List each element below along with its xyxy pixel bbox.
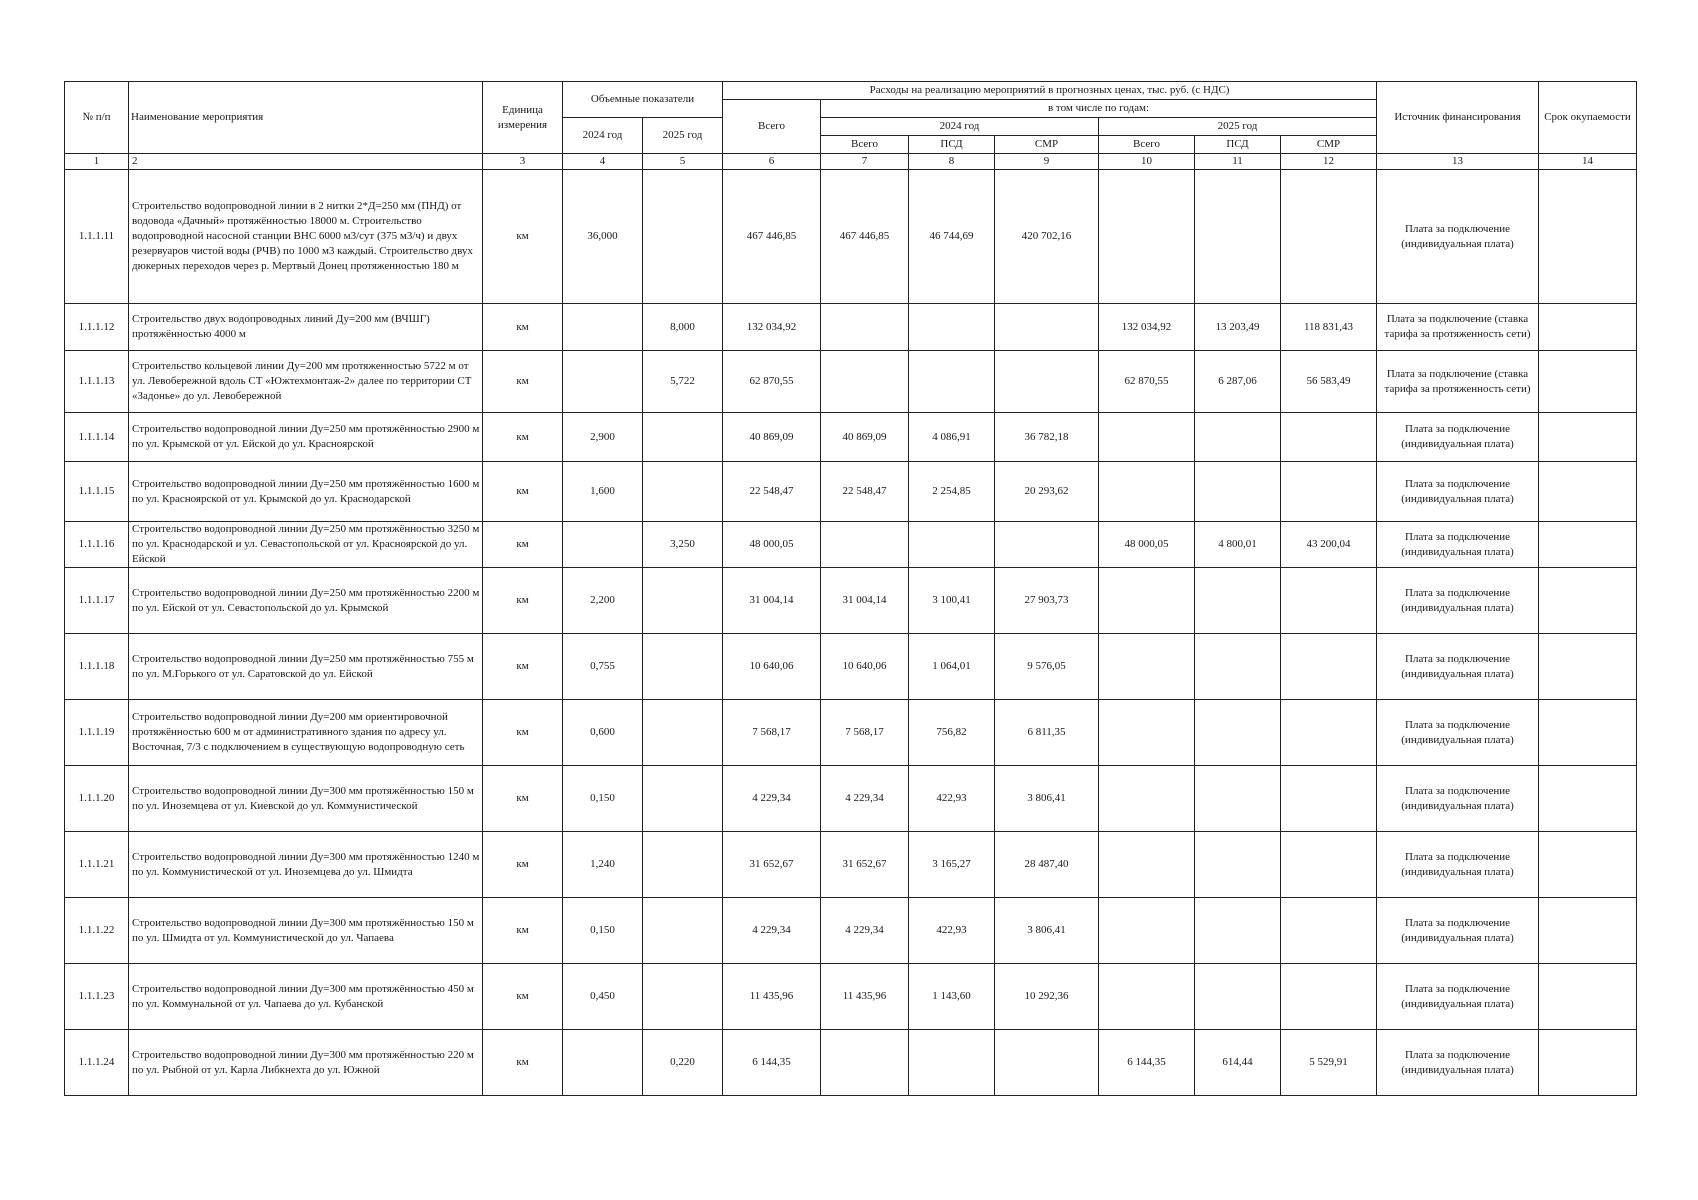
expenses-2025-total <box>1099 832 1195 898</box>
volume-2025: 5,722 <box>643 351 723 413</box>
table-row <box>65 522 1637 568</box>
table-row <box>65 964 1637 1030</box>
measure-name: Строительство водопроводной линии Ду=250 мм протяжённостью 2900 м по ул. Крымской от ул. Ейской до ул. Красноярской <box>129 413 483 462</box>
unit-cell: км <box>483 304 563 351</box>
expenses-2024-total: 31 004,14 <box>821 568 909 634</box>
expenses-total: 132 034,92 <box>723 304 821 351</box>
expenses-2024-total: 11 435,96 <box>821 964 909 1030</box>
volume-2025: 3,250 <box>643 522 723 568</box>
expenses-2025-psd <box>1195 898 1281 964</box>
expenses-2025-smr: 5 529,91 <box>1281 1030 1377 1096</box>
financing-source: Плата за подключение (индивидуальная плата) <box>1377 700 1539 766</box>
table-row <box>65 766 1637 832</box>
unit-cell: км <box>483 413 563 462</box>
measure-name: Строительство водопроводной линии Ду=300 мм протяжённостью 450 м по ул. Коммунальной от ул. Чапаева до ул. Кубанской <box>129 964 483 1030</box>
table-row <box>65 1030 1637 1096</box>
expenses-2024-smr: 28 487,40 <box>995 832 1099 898</box>
expenses-total: 4 229,34 <box>723 766 821 832</box>
expenses-2024-psd: 422,93 <box>909 766 995 832</box>
table-row <box>65 832 1637 898</box>
expenses-2025-psd: 614,44 <box>1195 1030 1281 1096</box>
volume-2024 <box>563 304 643 351</box>
payback-period <box>1539 766 1637 832</box>
volume-2025: 8,000 <box>643 304 723 351</box>
volume-2024: 0,150 <box>563 766 643 832</box>
volume-2024: 2,900 <box>563 413 643 462</box>
payback-period <box>1539 634 1637 700</box>
expenses-2025-smr <box>1281 832 1377 898</box>
header-2025-smr: СМР <box>1281 136 1377 154</box>
table-header <box>65 82 1637 170</box>
expenses-2025-smr: 43 200,04 <box>1281 522 1377 568</box>
volume-2024: 1,240 <box>563 832 643 898</box>
volume-2025 <box>643 170 723 304</box>
expenses-2024-psd <box>909 351 995 413</box>
volume-2024 <box>563 522 643 568</box>
expenses-2024-smr: 3 806,41 <box>995 898 1099 964</box>
header-year-2024: 2024 год <box>821 118 1099 136</box>
measure-name: Строительство водопроводной линии Ду=250 мм протяжённостью 755 м по ул. М.Горького от ул. Саратовской до ул. Ейской <box>129 634 483 700</box>
payback-period <box>1539 522 1637 568</box>
volume-2024: 0,755 <box>563 634 643 700</box>
column-number-row <box>65 154 1637 170</box>
expenses-2025-total <box>1099 634 1195 700</box>
expenses-2024-total <box>821 522 909 568</box>
financing-source: Плата за подключение (индивидуальная плата) <box>1377 766 1539 832</box>
expenses-2024-smr: 6 811,35 <box>995 700 1099 766</box>
expenses-2024-smr: 3 806,41 <box>995 766 1099 832</box>
volume-2024: 36,000 <box>563 170 643 304</box>
unit-cell: км <box>483 634 563 700</box>
expenses-2025-smr <box>1281 700 1377 766</box>
column-number: 10 <box>1099 154 1195 170</box>
financing-source: Плата за подключение (индивидуальная плата) <box>1377 832 1539 898</box>
payback-period <box>1539 170 1637 304</box>
column-number: 7 <box>821 154 909 170</box>
expenses-2024-psd <box>909 522 995 568</box>
column-number: 6 <box>723 154 821 170</box>
expenses-2025-total <box>1099 413 1195 462</box>
expenses-2024-total: 22 548,47 <box>821 462 909 522</box>
expenses-2025-total: 48 000,05 <box>1099 522 1195 568</box>
table-row <box>65 898 1637 964</box>
expenses-2025-total <box>1099 964 1195 1030</box>
measure-name: Строительство водопроводной линии Ду=250 мм протяжённостью 2200 м по ул. Ейской от ул. Севастопольской до ул. Крымской <box>129 568 483 634</box>
expenses-2024-smr: 9 576,05 <box>995 634 1099 700</box>
payback-period <box>1539 700 1637 766</box>
expenses-2024-smr <box>995 522 1099 568</box>
measure-name: Строительство водопроводной линии Ду=250 мм протяжённостью 3250 м по ул. Краснодарской и ул. Севастопольской от ул. Красноярской до ул. Ейской <box>129 522 483 568</box>
header-name: Наименование мероприятия <box>129 82 483 154</box>
header-2025-psd: ПСД <box>1195 136 1281 154</box>
expenses-2025-psd <box>1195 700 1281 766</box>
expenses-2025-psd: 13 203,49 <box>1195 304 1281 351</box>
payback-period <box>1539 351 1637 413</box>
table-row <box>65 413 1637 462</box>
expenses-2025-psd <box>1195 634 1281 700</box>
expenses-2025-smr: 118 831,43 <box>1281 304 1377 351</box>
row-number: 1.1.1.18 <box>65 634 129 700</box>
expenses-total: 31 004,14 <box>723 568 821 634</box>
financing-source: Плата за подключение (индивидуальная плата) <box>1377 1030 1539 1096</box>
measure-name: Строительство водопроводной линии Ду=250 мм протяжённостью 1600 м по ул. Красноярской от ул. Крымской до ул. Краснодарской <box>129 462 483 522</box>
header-num: № п/п <box>65 82 129 154</box>
volume-2025 <box>643 413 723 462</box>
unit-cell: км <box>483 568 563 634</box>
financing-source: Плата за подключение (индивидуальная плата) <box>1377 522 1539 568</box>
header-2025-total: Всего <box>1099 136 1195 154</box>
expenses-2024-smr: 10 292,36 <box>995 964 1099 1030</box>
header-total: Всего <box>723 100 821 154</box>
financing-source: Плата за подключение (индивидуальная плата) <box>1377 170 1539 304</box>
expenses-2025-total <box>1099 462 1195 522</box>
volume-2024: 1,600 <box>563 462 643 522</box>
volume-2025 <box>643 700 723 766</box>
column-number: 14 <box>1539 154 1637 170</box>
header-source: Источник финансирования <box>1377 82 1539 154</box>
expenses-2024-total: 4 229,34 <box>821 766 909 832</box>
volume-2025 <box>643 462 723 522</box>
header-2024-smr: СМР <box>995 136 1099 154</box>
row-number: 1.1.1.16 <box>65 522 129 568</box>
header-2024-psd: ПСД <box>909 136 995 154</box>
expenses-total: 31 652,67 <box>723 832 821 898</box>
expenses-2025-smr <box>1281 462 1377 522</box>
expenses-2024-total: 31 652,67 <box>821 832 909 898</box>
expenses-2025-smr <box>1281 898 1377 964</box>
expenses-2025-total: 6 144,35 <box>1099 1030 1195 1096</box>
payback-period <box>1539 832 1637 898</box>
financing-source: Плата за подключение (ставка тарифа за протяженность сети) <box>1377 304 1539 351</box>
expenses-2025-total <box>1099 700 1195 766</box>
measure-name: Строительство водопроводной линии Ду=300 мм протяжённостью 220 м по ул. Рыбной от ул. Карла Либкнехта до ул. Южной <box>129 1030 483 1096</box>
expenses-2024-psd: 1 064,01 <box>909 634 995 700</box>
expenses-2024-psd: 422,93 <box>909 898 995 964</box>
expenses-2025-total: 62 870,55 <box>1099 351 1195 413</box>
expenses-2024-psd: 3 165,27 <box>909 832 995 898</box>
financing-source: Плата за подключение (индивидуальная плата) <box>1377 462 1539 522</box>
row-number: 1.1.1.19 <box>65 700 129 766</box>
expenses-total: 6 144,35 <box>723 1030 821 1096</box>
column-number: 13 <box>1377 154 1539 170</box>
payback-period <box>1539 898 1637 964</box>
payback-period <box>1539 568 1637 634</box>
expenses-2024-total: 467 446,85 <box>821 170 909 304</box>
payback-period <box>1539 304 1637 351</box>
table-body <box>65 170 1637 1096</box>
column-number: 12 <box>1281 154 1377 170</box>
payback-period <box>1539 1030 1637 1096</box>
expenses-2025-smr <box>1281 413 1377 462</box>
unit-cell: км <box>483 964 563 1030</box>
unit-cell: км <box>483 522 563 568</box>
expenses-total: 467 446,85 <box>723 170 821 304</box>
table-row <box>65 462 1637 522</box>
column-number: 1 <box>65 154 129 170</box>
table-row <box>65 170 1637 304</box>
expenses-2024-total: 7 568,17 <box>821 700 909 766</box>
expenses-2024-smr <box>995 1030 1099 1096</box>
expenses-total: 4 229,34 <box>723 898 821 964</box>
column-number: 3 <box>483 154 563 170</box>
volume-2024: 0,600 <box>563 700 643 766</box>
expenses-2025-smr <box>1281 766 1377 832</box>
financing-source: Плата за подключение (индивидуальная плата) <box>1377 634 1539 700</box>
expenses-total: 62 870,55 <box>723 351 821 413</box>
expenses-2024-smr: 20 293,62 <box>995 462 1099 522</box>
expenses-2025-smr <box>1281 568 1377 634</box>
row-number: 1.1.1.11 <box>65 170 129 304</box>
expenses-total: 48 000,05 <box>723 522 821 568</box>
header-expenses: Расходы на реализацию мероприятий в прогнозных ценах, тыс. руб. (с НДС) <box>723 82 1377 100</box>
expenses-2025-psd <box>1195 832 1281 898</box>
row-number: 1.1.1.14 <box>65 413 129 462</box>
column-number: 9 <box>995 154 1099 170</box>
payback-period <box>1539 964 1637 1030</box>
unit-cell: км <box>483 832 563 898</box>
volume-2025 <box>643 766 723 832</box>
volume-2025 <box>643 832 723 898</box>
row-number: 1.1.1.17 <box>65 568 129 634</box>
expenses-2025-psd <box>1195 462 1281 522</box>
unit-cell: км <box>483 351 563 413</box>
expenses-2025-psd <box>1195 568 1281 634</box>
volume-2024 <box>563 351 643 413</box>
expenses-total: 22 548,47 <box>723 462 821 522</box>
expenses-2025-psd: 4 800,01 <box>1195 522 1281 568</box>
expenses-2024-smr: 27 903,73 <box>995 568 1099 634</box>
header-vol-2024: 2024 год <box>563 118 643 154</box>
unit-cell: км <box>483 766 563 832</box>
expenses-2024-total: 40 869,09 <box>821 413 909 462</box>
header-vol-2025: 2025 год <box>643 118 723 154</box>
expenses-2025-total: 132 034,92 <box>1099 304 1195 351</box>
expenses-2024-smr: 36 782,18 <box>995 413 1099 462</box>
unit-cell: км <box>483 1030 563 1096</box>
expenses-2024-smr: 420 702,16 <box>995 170 1099 304</box>
volume-2024 <box>563 1030 643 1096</box>
expenses-2024-psd: 756,82 <box>909 700 995 766</box>
expenses-total: 10 640,06 <box>723 634 821 700</box>
expenses-2024-total <box>821 351 909 413</box>
volume-2025 <box>643 568 723 634</box>
header-volume: Объемные показатели <box>563 82 723 118</box>
table-row <box>65 351 1637 413</box>
unit-cell: км <box>483 170 563 304</box>
measure-name-text: Строительство водопроводной линии Ду=200 мм ориентировочной протяжённостью 600 м от административного здания по адресу ул. Восточная, 7/3 с подключением в существующую водопроводную сеть <box>132 711 465 753</box>
expenses-2025-total <box>1099 766 1195 832</box>
column-number: 11 <box>1195 154 1281 170</box>
expenses-2024-total: 10 640,06 <box>821 634 909 700</box>
volume-2025 <box>643 898 723 964</box>
expenses-2025-psd: 6 287,06 <box>1195 351 1281 413</box>
measure-name: Строительство водопроводной линии Ду=300 мм протяжённостью 150 м по ул. Шмидта от ул. Коммунистической до ул. Чапаева <box>129 898 483 964</box>
expenses-2025-total <box>1099 898 1195 964</box>
header-incl-years: в том числе по годам: <box>821 100 1377 118</box>
row-number: 1.1.1.23 <box>65 964 129 1030</box>
unit-cell: км <box>483 462 563 522</box>
row-number: 1.1.1.20 <box>65 766 129 832</box>
expenses-total: 7 568,17 <box>723 700 821 766</box>
measure-name: Строительство двух водопроводных линий Ду=200 мм (ВЧШГ) протяжённостью 4000 м <box>129 304 483 351</box>
expenses-2024-smr <box>995 351 1099 413</box>
expenses-total: 11 435,96 <box>723 964 821 1030</box>
expenses-2024-psd: 3 100,41 <box>909 568 995 634</box>
row-number: 1.1.1.24 <box>65 1030 129 1096</box>
expenses-2025-smr <box>1281 170 1377 304</box>
measure-name <box>129 700 483 766</box>
expenses-2025-psd <box>1195 766 1281 832</box>
row-number: 1.1.1.22 <box>65 898 129 964</box>
expenses-2025-smr <box>1281 964 1377 1030</box>
header-year-2025: 2025 год <box>1099 118 1377 136</box>
table-row <box>65 568 1637 634</box>
payback-period <box>1539 413 1637 462</box>
expenses-2024-total <box>821 1030 909 1096</box>
column-number: 5 <box>643 154 723 170</box>
unit-cell: км <box>483 700 563 766</box>
column-number: 2 <box>129 154 483 170</box>
row-number: 1.1.1.13 <box>65 351 129 413</box>
financing-source: Плата за подключение (индивидуальная плата) <box>1377 413 1539 462</box>
investment-program-table-sheet <box>64 81 1636 1096</box>
column-number: 8 <box>909 154 995 170</box>
expenses-2024-total: 4 229,34 <box>821 898 909 964</box>
financing-source: Плата за подключение (ставка тарифа за протяженность сети) <box>1377 351 1539 413</box>
volume-2024: 0,450 <box>563 964 643 1030</box>
expenses-2025-smr <box>1281 634 1377 700</box>
table-row <box>65 700 1637 766</box>
row-number: 1.1.1.21 <box>65 832 129 898</box>
expenses-2024-total <box>821 304 909 351</box>
header-payback: Срок окупаемости <box>1539 82 1637 154</box>
financing-source: Плата за подключение (индивидуальная плата) <box>1377 898 1539 964</box>
volume-2024: 2,200 <box>563 568 643 634</box>
expenses-2025-psd <box>1195 413 1281 462</box>
expenses-2024-psd: 2 254,85 <box>909 462 995 522</box>
volume-2025 <box>643 634 723 700</box>
expenses-2025-psd <box>1195 964 1281 1030</box>
expenses-2024-psd: 46 744,69 <box>909 170 995 304</box>
measure-name: Строительство водопроводной линии Ду=300 мм протяжённостью 150 м по ул. Иноземцева от ул. Киевской до ул. Коммунистической <box>129 766 483 832</box>
financing-source: Плата за подключение (индивидуальная плата) <box>1377 568 1539 634</box>
unit-cell: км <box>483 898 563 964</box>
expenses-2025-smr: 56 583,49 <box>1281 351 1377 413</box>
measure-name: Строительство водопроводной линии в 2 нитки 2*Д=250 мм (ПНД) от водовода «Дачный» протяжённостью 18000 м. Строительство водопроводной насосной станции ВНС 6000 м3/сут (375 м3/ч) и двух резервуаров чистой воды (РЧВ) по 1000 м3 каждый. Строительство двух дюкерных переходов через р. Мертвый Донец протяженностью 180 м <box>129 170 483 304</box>
measure-name: Строительство водопроводной линии Ду=300 мм протяжённостью 1240 м по ул. Коммунистической от ул. Иноземцева до ул. Шмидта <box>129 832 483 898</box>
volume-2024: 0,150 <box>563 898 643 964</box>
header-unit: Единица измерения <box>483 82 563 154</box>
measure-name: Строительство кольцевой линии Ду=200 мм протяженностью 5722 м от ул. Левобережной вдоль СТ «Южтехмонтаж-2» далее по территории СТ «Задонье» до ул. Левобережной <box>129 351 483 413</box>
row-number: 1.1.1.12 <box>65 304 129 351</box>
expenses-2024-psd: 1 143,60 <box>909 964 995 1030</box>
column-number: 4 <box>563 154 643 170</box>
expenses-2025-psd <box>1195 170 1281 304</box>
row-number: 1.1.1.15 <box>65 462 129 522</box>
expenses-2025-total <box>1099 568 1195 634</box>
expenses-2024-psd <box>909 1030 995 1096</box>
header-2024-total: Всего <box>821 136 909 154</box>
expenses-2024-psd <box>909 304 995 351</box>
volume-2025 <box>643 964 723 1030</box>
payback-period <box>1539 462 1637 522</box>
expenses-2024-smr <box>995 304 1099 351</box>
expenses-2024-psd: 4 086,91 <box>909 413 995 462</box>
financing-source: Плата за подключение (индивидуальная плата) <box>1377 964 1539 1030</box>
volume-2025: 0,220 <box>643 1030 723 1096</box>
table-row <box>65 304 1637 351</box>
expenses-2025-total <box>1099 170 1195 304</box>
table-row <box>65 634 1637 700</box>
expenses-total: 40 869,09 <box>723 413 821 462</box>
measures-table <box>64 81 1637 1096</box>
